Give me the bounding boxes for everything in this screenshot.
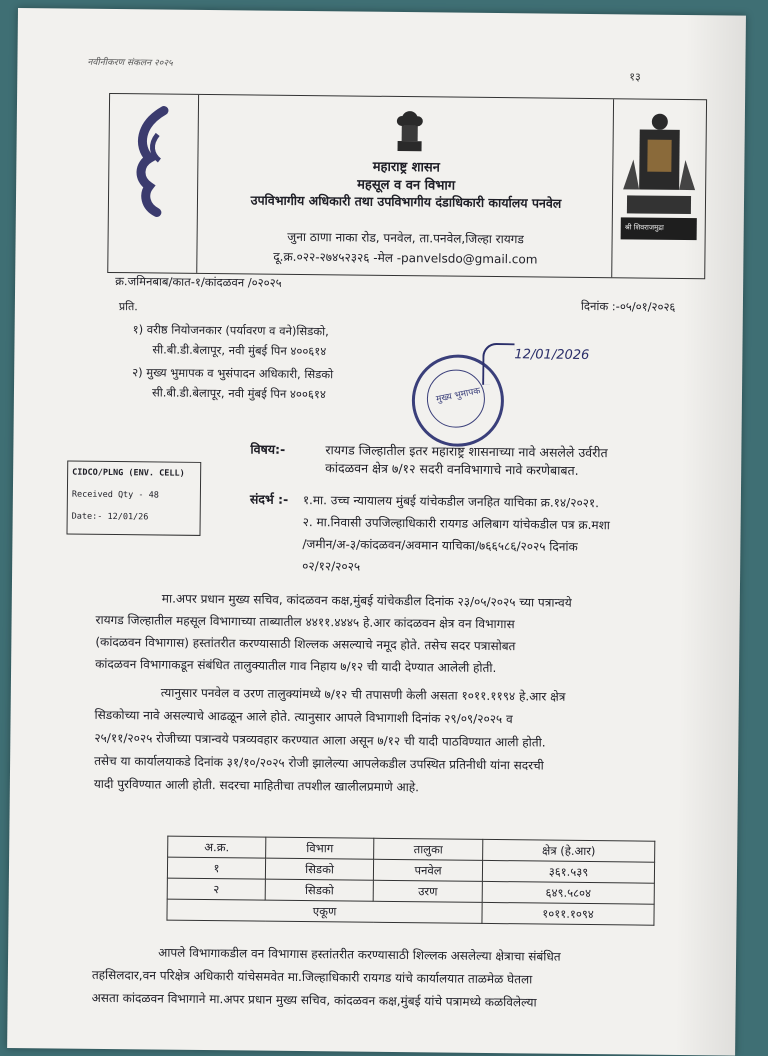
para1-line3: (कांदळवन विभागास) हस्तांतरीत करण्यासाठी शिल्लक असल्याचे नमूद होते. तसेच सदर पत्रासोबत	[95, 634, 516, 654]
table-cell: सिडको	[266, 858, 374, 880]
table-header: विभाग	[266, 837, 374, 859]
prati-label: प्रति.	[118, 300, 138, 314]
page-number: १३	[629, 70, 641, 84]
signature-date: 12/01/2026	[514, 347, 590, 364]
office-contact: दू.क्र.०२२-२७४५२३२६ -मेल -panvelsdo@gmail.com	[273, 249, 538, 267]
para2-line5: यादी पुरविण्यात आली होती. सदरचा माहितीचा तपशील खालीलप्रमाणे आहे.	[93, 776, 420, 795]
reference-line-2: २. मा.निवासी उपजिल्हाधिकारी रायगड अलिबाग यांचेकडील पत्र क्र.मशा	[302, 515, 610, 533]
table-header: अ.क्र.	[168, 836, 266, 858]
para2-line1: त्यानुसार पनवेल व उरण तालुक्यांमध्ये ७/१२ ची तपासणी केली असता १०११.११९४ हे.आर क्षेत्र	[160, 685, 566, 704]
letter-date: दिनांक :-०५/०१/२०२६	[580, 298, 676, 314]
signature-stroke	[482, 343, 514, 385]
table-total-row	[167, 899, 654, 925]
table-header: क्षेत्र (हे.आर)	[483, 839, 655, 862]
table-header: तालुका	[374, 838, 483, 860]
table-cell: १	[167, 857, 265, 879]
national-emblem-icon	[391, 105, 428, 155]
govt-name: महाराष्ट्र शासन	[372, 159, 440, 176]
area-table	[166, 836, 655, 926]
para3-line2: तहसिलदार,वन परिक्षेत्र अधिकारी यांचेसमवेत मा.जिल्हाधिकारी रायगड यांचे कार्यालयात ताळमेळ घेतला	[91, 967, 533, 987]
reference-line-1: १.मा. उच्च न्यायालय मुंबई यांचेकडील जनहित याचिका क्र.१४/२०२१.	[302, 493, 600, 511]
para2-line2: सिडकोच्या नावे असल्याचे आढळून आले होते. त्यानुसार आपले विभागाशी दिनांक २९/०९/२०२५ व	[94, 707, 513, 727]
left-logo-cell	[108, 94, 199, 273]
recipient-2-line1: २) मुख्य भुमापक व भुसंपादन अधिकारी, सिडको	[132, 365, 334, 382]
para1-line1: मा.अपर प्रधान मुख्य सचिव, कांदळवन कक्ष,मुंबई यांचेकडील दिनांक २३/०५/२०२५ च्या पत्रान्वये	[161, 591, 572, 610]
subject-line-1: रायगड जिल्हातील इतर महाराष्ट्र शासनाच्या नावे असलेले उर्वरीत	[325, 442, 608, 461]
table-cell: सिडको	[265, 879, 373, 901]
department-name: महसूल व वन विभाग	[357, 177, 456, 194]
recipient-2-line2: सी.बी.डी.बेलापूर, नवी मुंबई पिन ४००६१४	[151, 385, 326, 402]
office-address: जुना ठाणा नाका रोड, पनवेल, ता.पनवेल,जिल्हा रायगड	[287, 229, 524, 247]
table-total-value: १०११.१०९४	[482, 902, 654, 925]
office-name: उपविभागीय अधिकारी तथा उपविभागीय दंडाधिकारी कार्यालय पनवेल	[250, 192, 562, 211]
reference-line-3: /जमीन/अ-३/कांदळवन/अवमान याचिका/७६६५८६/२०२५ दिनांक	[302, 537, 578, 554]
reference-line-4: ०२/१२/२०२५	[302, 559, 361, 574]
recipient-1-line1: १) वरीष्ठ नियोजनकार (पर्यावरण व वने)सिडको,	[132, 322, 329, 339]
table-cell: पनवेल	[373, 859, 482, 881]
flame-logo-icon	[108, 94, 198, 273]
subject-label: विषय:-	[250, 441, 286, 457]
subject-line-2: कांदळवन क्षेत्र ७/१२ सदरी वनविभागाचे नावे करणेबाबत.	[325, 460, 579, 478]
recipient-1-line2: सी.बी.डी.बेलापूर, नवी मुंबई पिन ४००६१४	[152, 342, 327, 359]
stamp-text: मुख्य भुमापक	[435, 386, 482, 405]
reference-label: संदर्भ :-	[249, 491, 289, 507]
para1-line2: रायगड जिल्हातील महसूल विभागाच्या ताब्यातील ४४११.४४४५ हे.आर कांदळवन क्षेत्र वन विभागास	[95, 612, 515, 632]
cidco-stamp-title: CIDCO/PLNG (ENV. CELL)	[72, 467, 185, 479]
para3-line1: आपले विभागाकडील वन विभागास हस्तांतरीत करण्यासाठी शिल्लक असलेल्या क्षेत्राचा संबंधित	[158, 945, 561, 964]
letterhead	[107, 93, 707, 279]
para1-line4: कांदळवन विभागाकडून संबंधित तालुक्यातील गाव निहाय ७/१२ ची यादी देण्यात आलेली होती.	[95, 656, 497, 676]
para2-line4: तसेच या कार्यालयाकडे दिनांक ३१/१०/२०२५ रोजी झालेल्या आपलेकडील उपस्थित प्रतिनीधी यांना सदरची	[94, 753, 544, 773]
page-shadow	[675, 15, 746, 1056]
reference-number: क्र.जमिनबाब/कात-१/कांदळवन /०२०२५	[115, 274, 282, 290]
cidco-received-date: Date:- 12/01/26	[71, 511, 149, 523]
cidco-received-stamp	[66, 461, 201, 536]
table-cell: २	[167, 878, 265, 900]
table-total-label: एकूण	[167, 899, 482, 923]
cidco-received-qty: Received Qty - 48	[71, 489, 159, 501]
table-cell: ६४९.५८०४	[482, 881, 654, 904]
table-cell: ३६१.५३९	[482, 860, 654, 883]
document-page	[7, 8, 746, 1056]
handwritten-note: नवीनीकरण संकलन २०२५	[87, 57, 173, 69]
para2-line3: २५/११/२०२५ रोजीच्या पत्रान्वये पत्रव्यवहार करण्यात आला असून ७/१२ ची यादी पाठविण्यात आली होती.	[94, 730, 546, 750]
table-cell: उरण	[373, 880, 482, 902]
right-logo-caption: श्री शिवराजमुद्रा	[624, 223, 664, 232]
para3-line3: असता कांदळवन विभागाने मा.अपर प्रधान मुख्य सचिव, कांदळवन कक्ष,मुंबई यांचे पत्रामध्ये कळविलेल्या	[91, 990, 537, 1010]
